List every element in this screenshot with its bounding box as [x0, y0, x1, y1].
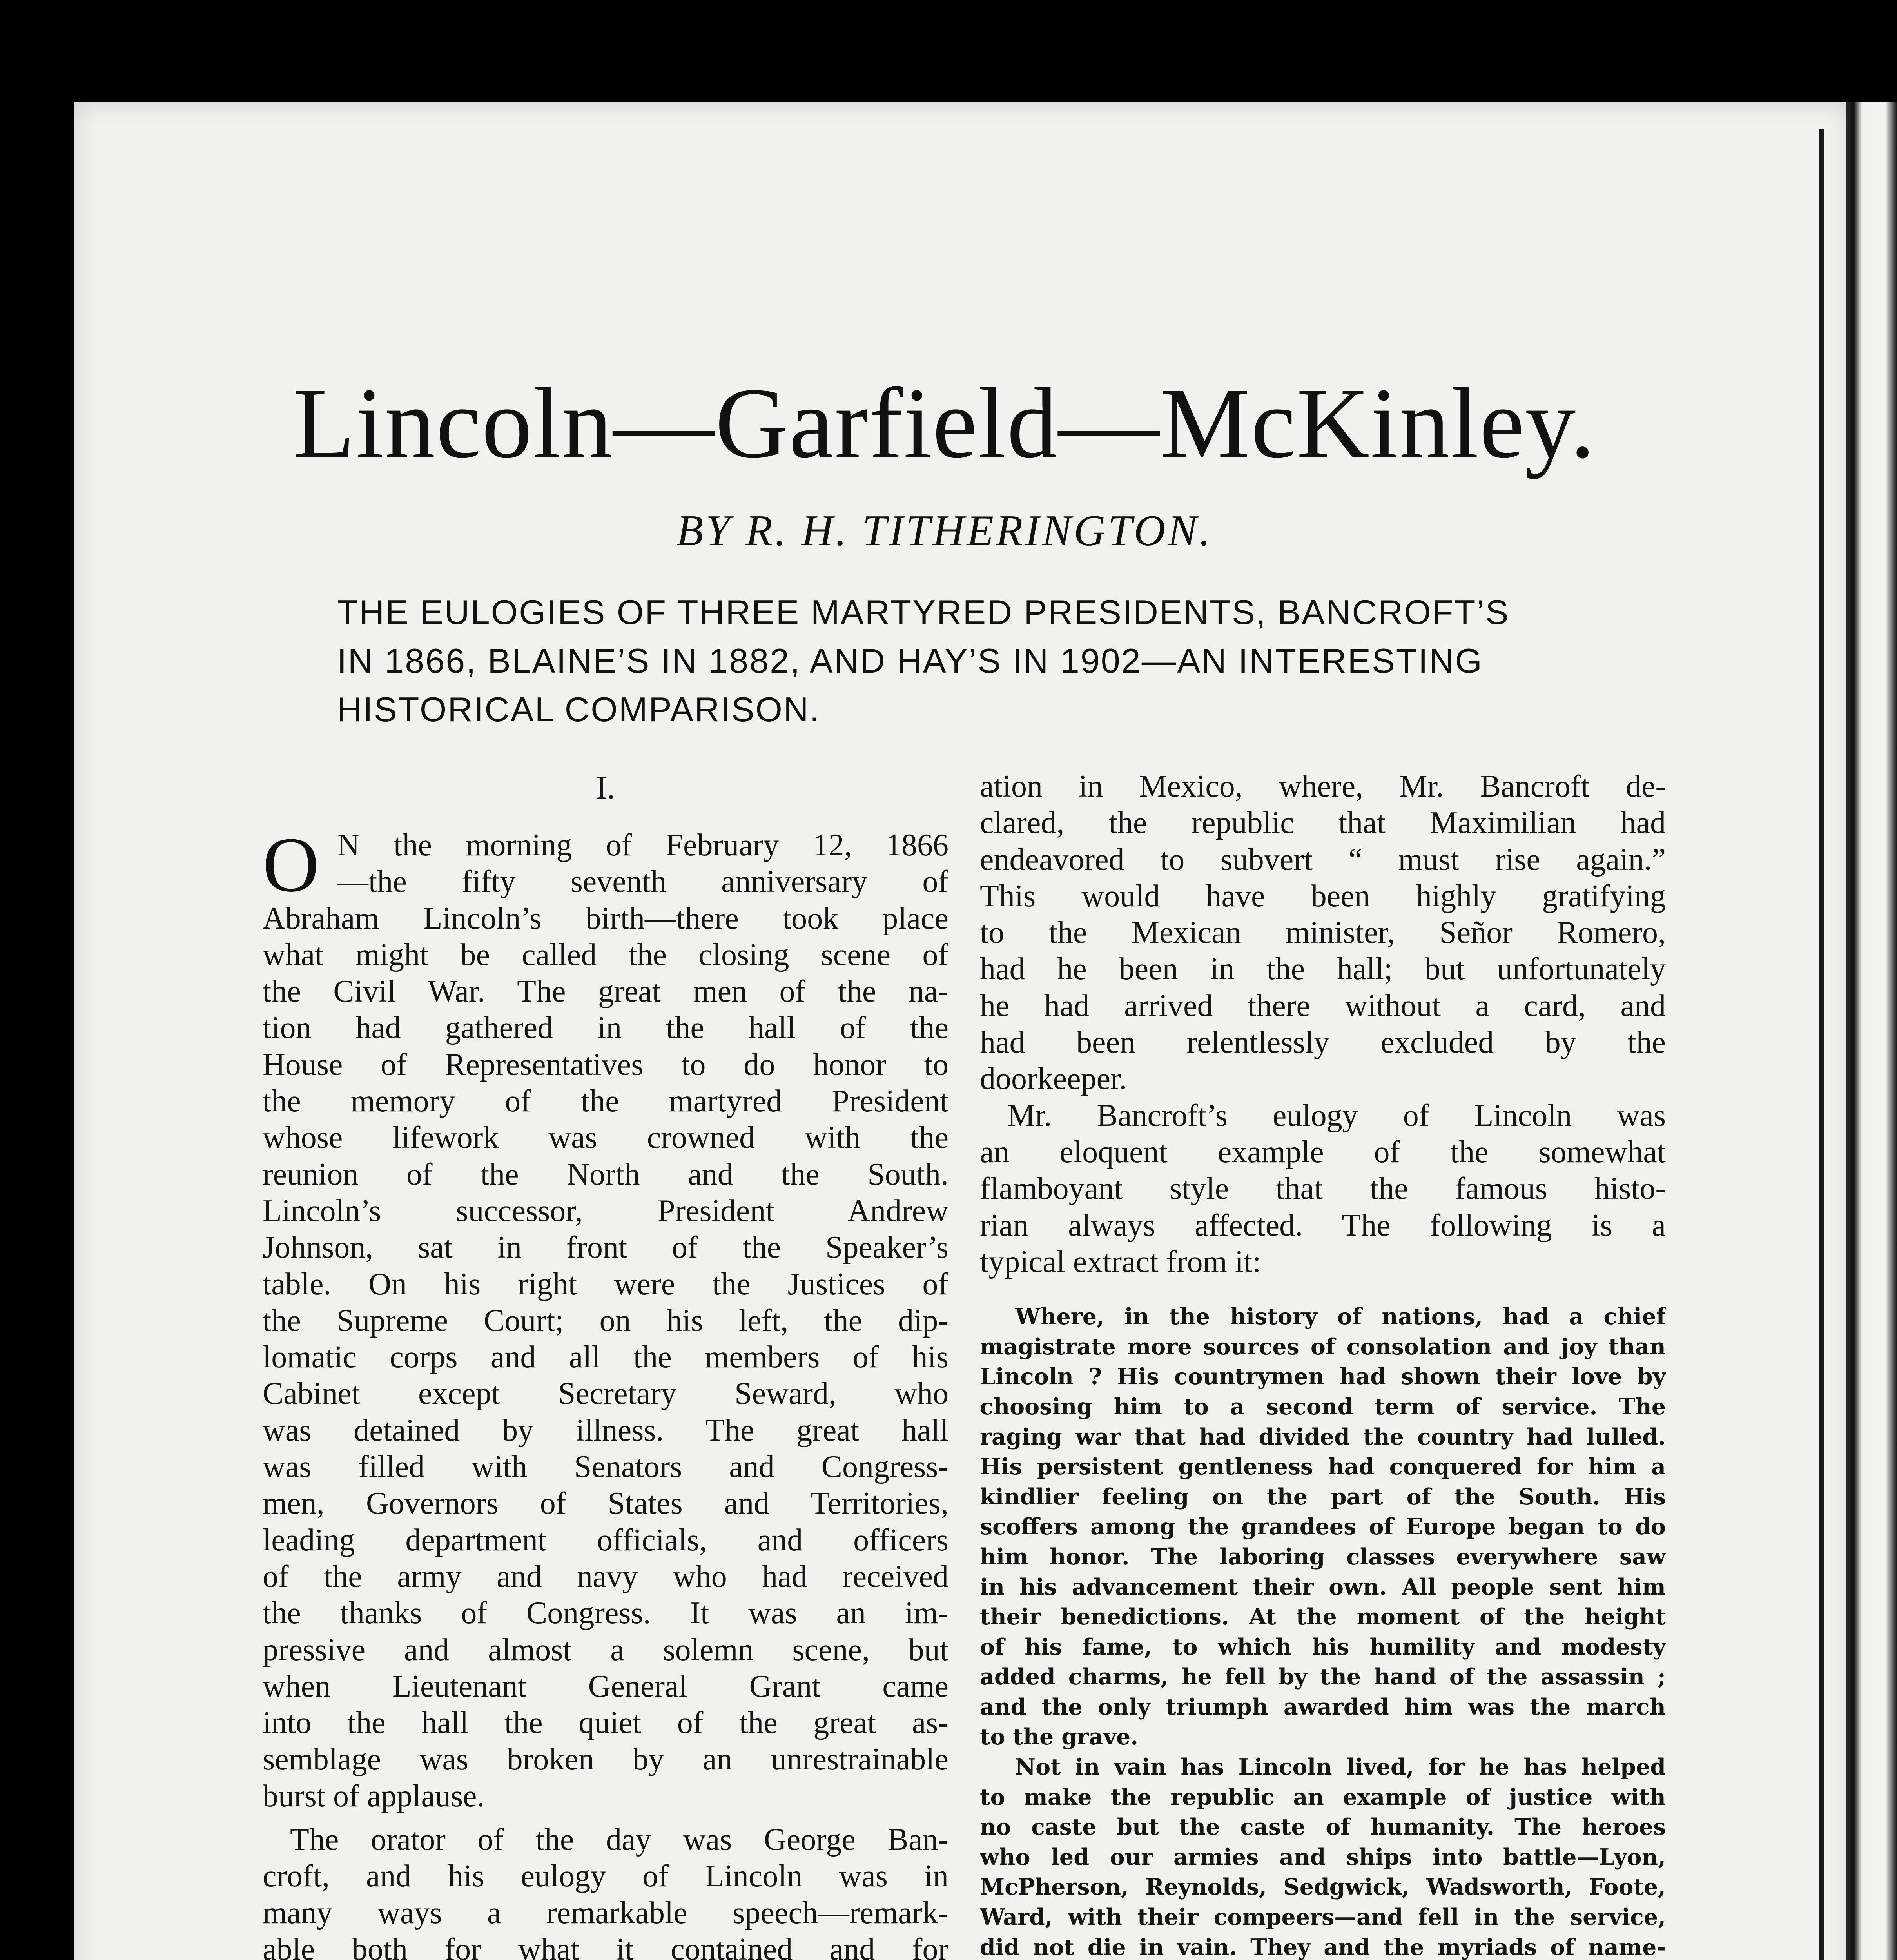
text-line: Not in vain has Lincoln lived, for he has helped: [1015, 1754, 1666, 1780]
text-line: His persistent gentleness had conquered for him a: [980, 1454, 1666, 1480]
text-line: flamboyant style that the famous histo-: [980, 1171, 1666, 1206]
text-line: of his fame, to which his humility and modesty: [980, 1633, 1666, 1660]
text-line: Lincoln’s successor, President Andrew: [263, 1193, 948, 1228]
paragraph-continued: [980, 768, 1666, 1098]
subhead-line: IN 1866, BLAINE’S IN 1882, AND HAY’S IN 1902—AN INTERESTING: [337, 641, 1483, 680]
text-line: the memory of the martyred President: [263, 1084, 948, 1119]
text-line: men, Governors of States and Territories,: [263, 1486, 948, 1521]
section-number: I.: [596, 769, 615, 806]
text-line: did not die in vain. They and the myriads of name-: [980, 1934, 1666, 1960]
text-line: clared, the republic that Maximilian had: [980, 806, 1666, 840]
text-line: doorkeeper.: [980, 1062, 1127, 1096]
text-line: no caste but the caste of humanity. The heroes: [980, 1814, 1666, 1840]
text-line: tion had gathered in the hall of the: [263, 1011, 948, 1045]
text-line: semblage was broken by an unrestrainable: [263, 1742, 948, 1777]
text-line: Cabinet except Secretary Seward, who: [263, 1376, 948, 1411]
text-line: lomatic corps and all the members of his: [263, 1340, 948, 1375]
text-line: Abraham Lincoln’s birth—there took place: [263, 901, 948, 936]
text-line: to the grave.: [980, 1724, 1139, 1750]
text-line: Lincoln ? His countrymen had shown their love by: [980, 1363, 1666, 1390]
article-byline: BY R. H. TITHERINGTON.: [676, 506, 1213, 555]
paragraph-2: [263, 1822, 948, 1960]
opening-paragraph: [263, 822, 948, 908]
text-line: kindlier feeling on the part of the South. His: [980, 1483, 1666, 1510]
text-line: whose lifework was crowned with the: [263, 1120, 948, 1155]
drop-cap: O: [263, 822, 319, 908]
text-line: the Civil War. The great men of the na-: [263, 974, 948, 1009]
text-line: had he been in the hall; but unfortunately: [980, 952, 1666, 987]
text-line: scoffers among the grandees of Europe began to do: [980, 1514, 1666, 1540]
page-edge-shadow: [1819, 129, 1824, 1960]
text-line: him honor. The laboring classes everywhere saw: [980, 1543, 1666, 1570]
text-line: ation in Mexico, where, Mr. Bancroft de-: [980, 769, 1666, 804]
text-line: to the Mexican minister, Señor Romero,: [980, 915, 1666, 950]
text-line: to make the republic an example of justice with: [980, 1784, 1666, 1810]
text-line: N the morning of February 12, 1866: [337, 828, 948, 862]
text-line: The orator of the day was George Ban-: [290, 1822, 948, 1857]
subhead-line: HISTORICAL COMPARISON.: [337, 690, 820, 729]
paragraph-eulogy-intro: [980, 1098, 1666, 1280]
text-line: was filled with Senators and Congress-: [263, 1450, 948, 1485]
quote-paragraph-2: [980, 1752, 1666, 1960]
block-quote: [980, 1302, 1666, 1960]
text-line: reunion of the North and the South.: [263, 1157, 948, 1192]
text-line: and the only triumph awarded him was the march: [980, 1693, 1666, 1720]
left-column: [263, 768, 948, 1960]
text-line: the Supreme Court; on his left, the dip-: [263, 1303, 948, 1338]
article-subhead: [337, 588, 1630, 734]
text-line: table. On his right were the Justices of: [263, 1267, 948, 1301]
text-line: who led our armies and ships into battle—Lyon,: [980, 1844, 1666, 1870]
text-line: when Lieutenant General Grant came: [263, 1669, 948, 1704]
text-line: able both for what it contained and for: [263, 1932, 948, 1960]
text-line: had been relentlessly excluded by the: [980, 1025, 1666, 1060]
text-line: —the fifty seventh anniversary of: [337, 864, 948, 899]
text-line: what might be called the closing scene of: [263, 937, 948, 972]
text-line: leading department officials, and officers: [263, 1523, 948, 1557]
text-line: Johnson, sat in front of the Speaker’s: [263, 1230, 948, 1265]
text-line: House of Representatives to do honor to: [263, 1047, 948, 1082]
text-line: was detained by illness. The great hall: [263, 1413, 948, 1448]
text-line: Where, in the history of nations, had a chief: [1015, 1303, 1666, 1330]
text-line: This would have been highly gratifying: [980, 878, 1666, 913]
text-line: choosing him to a second term of service. The: [980, 1393, 1666, 1420]
text-line: into the hall the quiet of the great as-: [263, 1706, 948, 1740]
text-line: magistrate more sources of consolation and joy than: [980, 1333, 1666, 1360]
text-line: McPherson, Reynolds, Sedgwick, Wadsworth, Foote,: [980, 1874, 1666, 1900]
subhead-line: THE EULOGIES OF THREE MARTYRED PRESIDENTS, BANCROFT’S: [337, 593, 1510, 632]
paragraph-1: [263, 900, 948, 1815]
text-line: burst of applause.: [263, 1779, 485, 1813]
article-title: Lincoln—Garfield—McKinley.: [293, 367, 1596, 479]
quote-paragraph-1: [980, 1302, 1666, 1752]
text-line: the thanks of Congress. It was an im-: [263, 1596, 948, 1631]
text-line: croft, and his eulogy of Lincoln was in: [263, 1859, 948, 1894]
text-line: raging war that had divided the country had lulled.: [980, 1423, 1666, 1450]
text-line: he had arrived there without a card, and: [980, 988, 1666, 1023]
page-gutter: [1846, 102, 1897, 1960]
text-line: added charms, he fell by the hand of the assassin ;: [980, 1664, 1666, 1690]
text-line: of the army and navy who had received: [263, 1559, 948, 1594]
text-line: an eloquent example of the somewhat: [980, 1134, 1666, 1169]
text-line: in his advancement their own. All people sent him: [980, 1573, 1666, 1600]
text-line: endeavored to subvert “ must rise again.”: [980, 842, 1666, 877]
text-line: Ward, with their compeers—and fell in the service,: [980, 1904, 1666, 1931]
text-line: their benedictions. At the moment of the height: [980, 1604, 1666, 1630]
text-line: rian always affected. The following is a: [980, 1208, 1666, 1243]
text-line: many ways a remarkable speech—remark-: [263, 1895, 948, 1930]
text-line: Mr. Bancroft’s eulogy of Lincoln was: [1007, 1098, 1666, 1133]
text-line: typical extract from it:: [980, 1244, 1261, 1279]
right-column: [980, 768, 1666, 1960]
text-line: pressive and almost a solemn scene, but: [263, 1632, 948, 1667]
